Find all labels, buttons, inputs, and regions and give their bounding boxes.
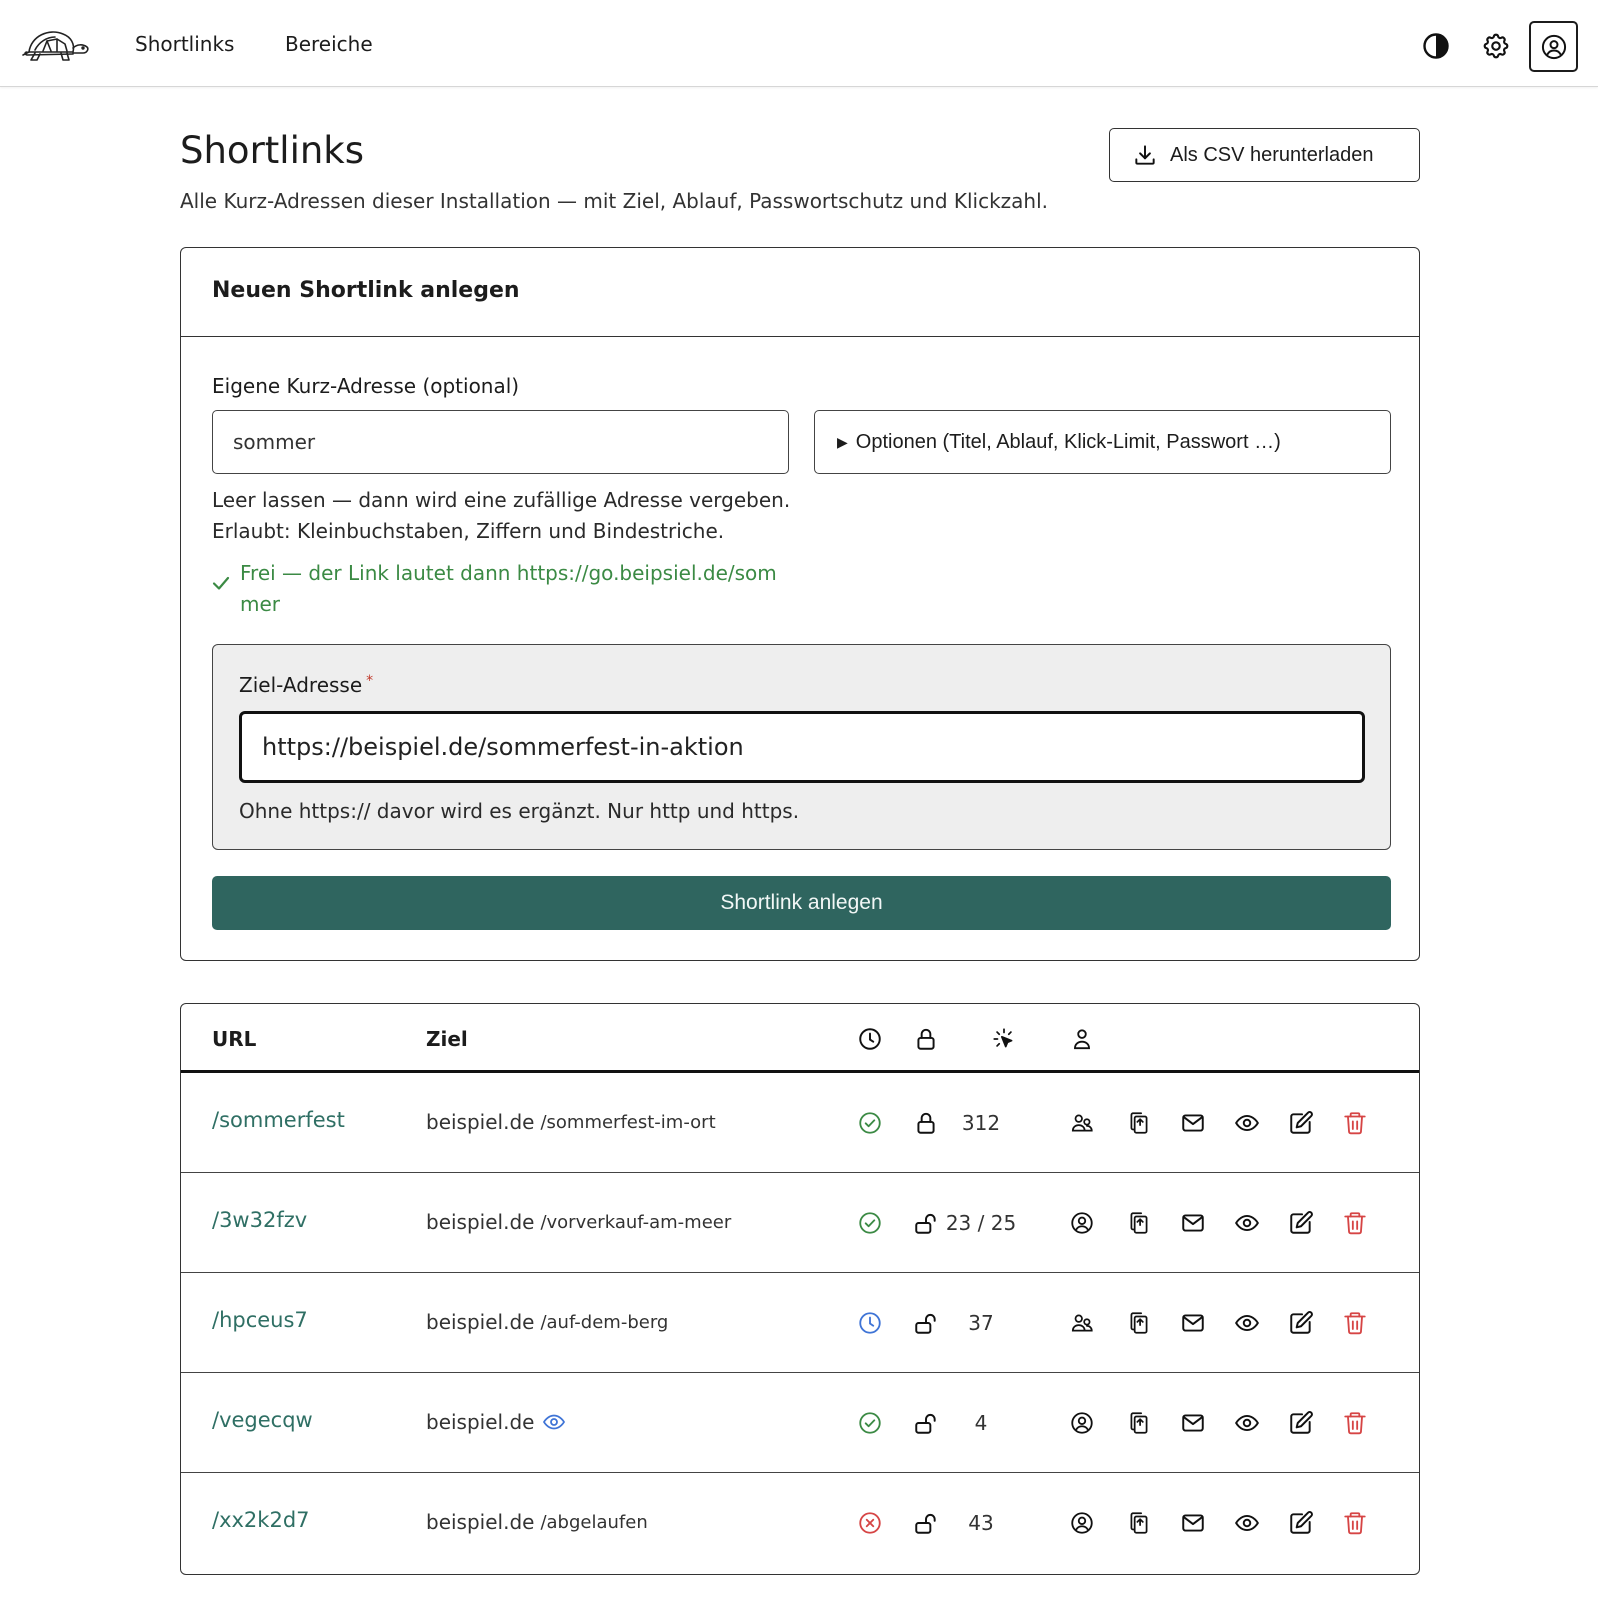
active-status-icon <box>857 1210 883 1236</box>
page-subtitle: Alle Kurz-Adressen dieser Installation — mit Ziel, Ablauf, Passwortschutz und Klickzahl. <box>180 189 1049 213</box>
eye-icon[interactable] <box>1234 1310 1260 1336</box>
copy-icon[interactable] <box>1126 1210 1152 1236</box>
slug-hint-allowed: Erlaubt: Kleinbuchstaben, Ziffern und Bindestriche. <box>212 519 725 543</box>
lock-icon <box>913 1026 939 1052</box>
click-count: 4 <box>974 1411 988 1435</box>
user-circle-icon <box>1069 1410 1095 1436</box>
target-cell <box>426 1210 731 1234</box>
column-url: URL <box>212 1027 257 1051</box>
eye-icon[interactable] <box>1234 1210 1260 1236</box>
target-path: /sommerfest-im-ort <box>540 1111 716 1133</box>
click-icon <box>991 1026 1017 1052</box>
copy-icon[interactable] <box>1126 1510 1152 1536</box>
target-cell <box>426 1110 716 1134</box>
clock-status-icon <box>857 1310 883 1336</box>
mail-icon[interactable] <box>1180 1510 1206 1536</box>
options-toggle[interactable] <box>814 410 1391 474</box>
nav-shortlinks[interactable]: Shortlinks <box>135 32 235 56</box>
active-status-icon <box>857 1110 883 1136</box>
table-row <box>181 1473 1419 1573</box>
target-path: /auf-dem-berg <box>540 1311 669 1333</box>
preview-eye-icon[interactable] <box>542 1410 566 1434</box>
table-header <box>181 1004 1419 1073</box>
active-status-icon <box>857 1410 883 1436</box>
copy-icon[interactable] <box>1126 1110 1152 1136</box>
slug-hint-empty: Leer lassen — dann wird eine zufällige Adresse vergeben. <box>212 488 791 512</box>
target-domain: beispiel.de <box>426 1210 535 1234</box>
mail-icon[interactable] <box>1180 1410 1206 1436</box>
expired-status-icon <box>857 1510 883 1536</box>
checkmark-icon <box>212 558 230 620</box>
page-title: Shortlinks <box>180 129 365 172</box>
new-shortlink-card <box>180 247 1420 961</box>
mail-icon[interactable] <box>1180 1210 1206 1236</box>
target-cell <box>426 1310 668 1334</box>
edit-icon[interactable] <box>1288 1410 1314 1436</box>
target-url-input[interactable] <box>239 711 1365 783</box>
target-path: /abgelaufen <box>540 1511 648 1533</box>
gear-icon[interactable] <box>1481 31 1511 61</box>
target-domain: beispiel.de <box>426 1310 535 1334</box>
target-domain: beispiel.de <box>426 1510 535 1534</box>
shortlinks-table <box>180 1003 1420 1575</box>
table-row <box>181 1173 1419 1273</box>
slug-label: Eigene Kurz-Adresse (optional) <box>212 374 520 398</box>
shortlink-url[interactable]: /hpceus7 <box>212 1308 308 1332</box>
eye-icon[interactable] <box>1234 1510 1260 1536</box>
table-row <box>181 1373 1419 1473</box>
table-row <box>181 1073 1419 1173</box>
click-count: 43 <box>968 1511 994 1535</box>
user-circle-icon <box>1540 33 1568 61</box>
trash-icon[interactable] <box>1342 1410 1368 1436</box>
nav-bereiche[interactable]: Bereiche <box>285 32 373 56</box>
turtle-logo-icon[interactable] <box>21 22 91 68</box>
availability-text-line1: Frei — der Link lautet dann https://go.beipsiel.de/som <box>240 561 777 585</box>
edit-icon[interactable] <box>1288 1210 1314 1236</box>
edit-icon[interactable] <box>1288 1110 1314 1136</box>
shortlink-url[interactable]: /xx2k2d7 <box>212 1508 310 1532</box>
target-path: /vorverkauf-am-meer <box>540 1211 732 1233</box>
trash-icon[interactable] <box>1342 1510 1368 1536</box>
trash-icon[interactable] <box>1342 1310 1368 1336</box>
account-button[interactable] <box>1529 21 1578 72</box>
click-count: 37 <box>968 1311 994 1335</box>
download-icon <box>1132 142 1158 168</box>
target-label: Ziel-Adresse * <box>239 673 374 697</box>
group-icon <box>1069 1310 1095 1336</box>
shortlink-url[interactable]: /3w32fzv <box>212 1208 308 1232</box>
target-hint: Ohne https:// davor wird es ergänzt. Nur http und https. <box>239 799 800 823</box>
csv-download-button[interactable] <box>1109 128 1420 182</box>
target-domain: beispiel.de <box>426 1110 535 1134</box>
target-cell <box>426 1510 648 1534</box>
table-row <box>181 1273 1419 1373</box>
clock-icon <box>857 1026 883 1052</box>
card-title: Neuen Shortlink anlegen <box>212 278 520 303</box>
target-cell <box>426 1410 566 1434</box>
user-circle-icon <box>1069 1210 1095 1236</box>
trash-icon[interactable] <box>1342 1110 1368 1136</box>
edit-icon[interactable] <box>1288 1310 1314 1336</box>
csv-download-label: Als CSV herunterladen <box>1170 143 1374 166</box>
eye-icon[interactable] <box>1234 1110 1260 1136</box>
availability-text-line2: mer <box>240 592 281 616</box>
create-shortlink-button[interactable]: Shortlink anlegen <box>212 876 1391 930</box>
shortlink-url[interactable]: /sommerfest <box>212 1108 345 1132</box>
copy-icon[interactable] <box>1126 1310 1152 1336</box>
mail-icon[interactable] <box>1180 1310 1206 1336</box>
trash-icon[interactable] <box>1342 1210 1368 1236</box>
copy-icon[interactable] <box>1126 1410 1152 1436</box>
mail-icon[interactable] <box>1180 1110 1206 1136</box>
eye-icon[interactable] <box>1234 1410 1260 1436</box>
group-icon <box>1069 1110 1095 1136</box>
top-navigation-bar <box>0 0 1598 87</box>
click-count: 312 <box>961 1111 1001 1135</box>
user-circle-icon <box>1069 1510 1095 1536</box>
required-marker: * <box>366 673 374 689</box>
edit-icon[interactable] <box>1288 1510 1314 1536</box>
person-icon <box>1069 1026 1095 1052</box>
triangle-right-icon: ▶ <box>837 433 848 450</box>
card-header <box>181 248 1419 337</box>
target-domain: beispiel.de <box>426 1410 535 1434</box>
slug-input[interactable] <box>212 410 789 474</box>
click-count: 23 / 25 <box>945 1211 1017 1235</box>
availability-message <box>212 558 782 620</box>
column-target: Ziel <box>426 1027 468 1051</box>
target-field-group <box>212 644 1391 850</box>
options-label: Optionen (Titel, Ablauf, Klick-Limit, Passwort …) <box>855 430 1281 453</box>
shortlink-url[interactable]: /vegecqw <box>212 1408 313 1432</box>
contrast-icon[interactable] <box>1421 31 1451 61</box>
